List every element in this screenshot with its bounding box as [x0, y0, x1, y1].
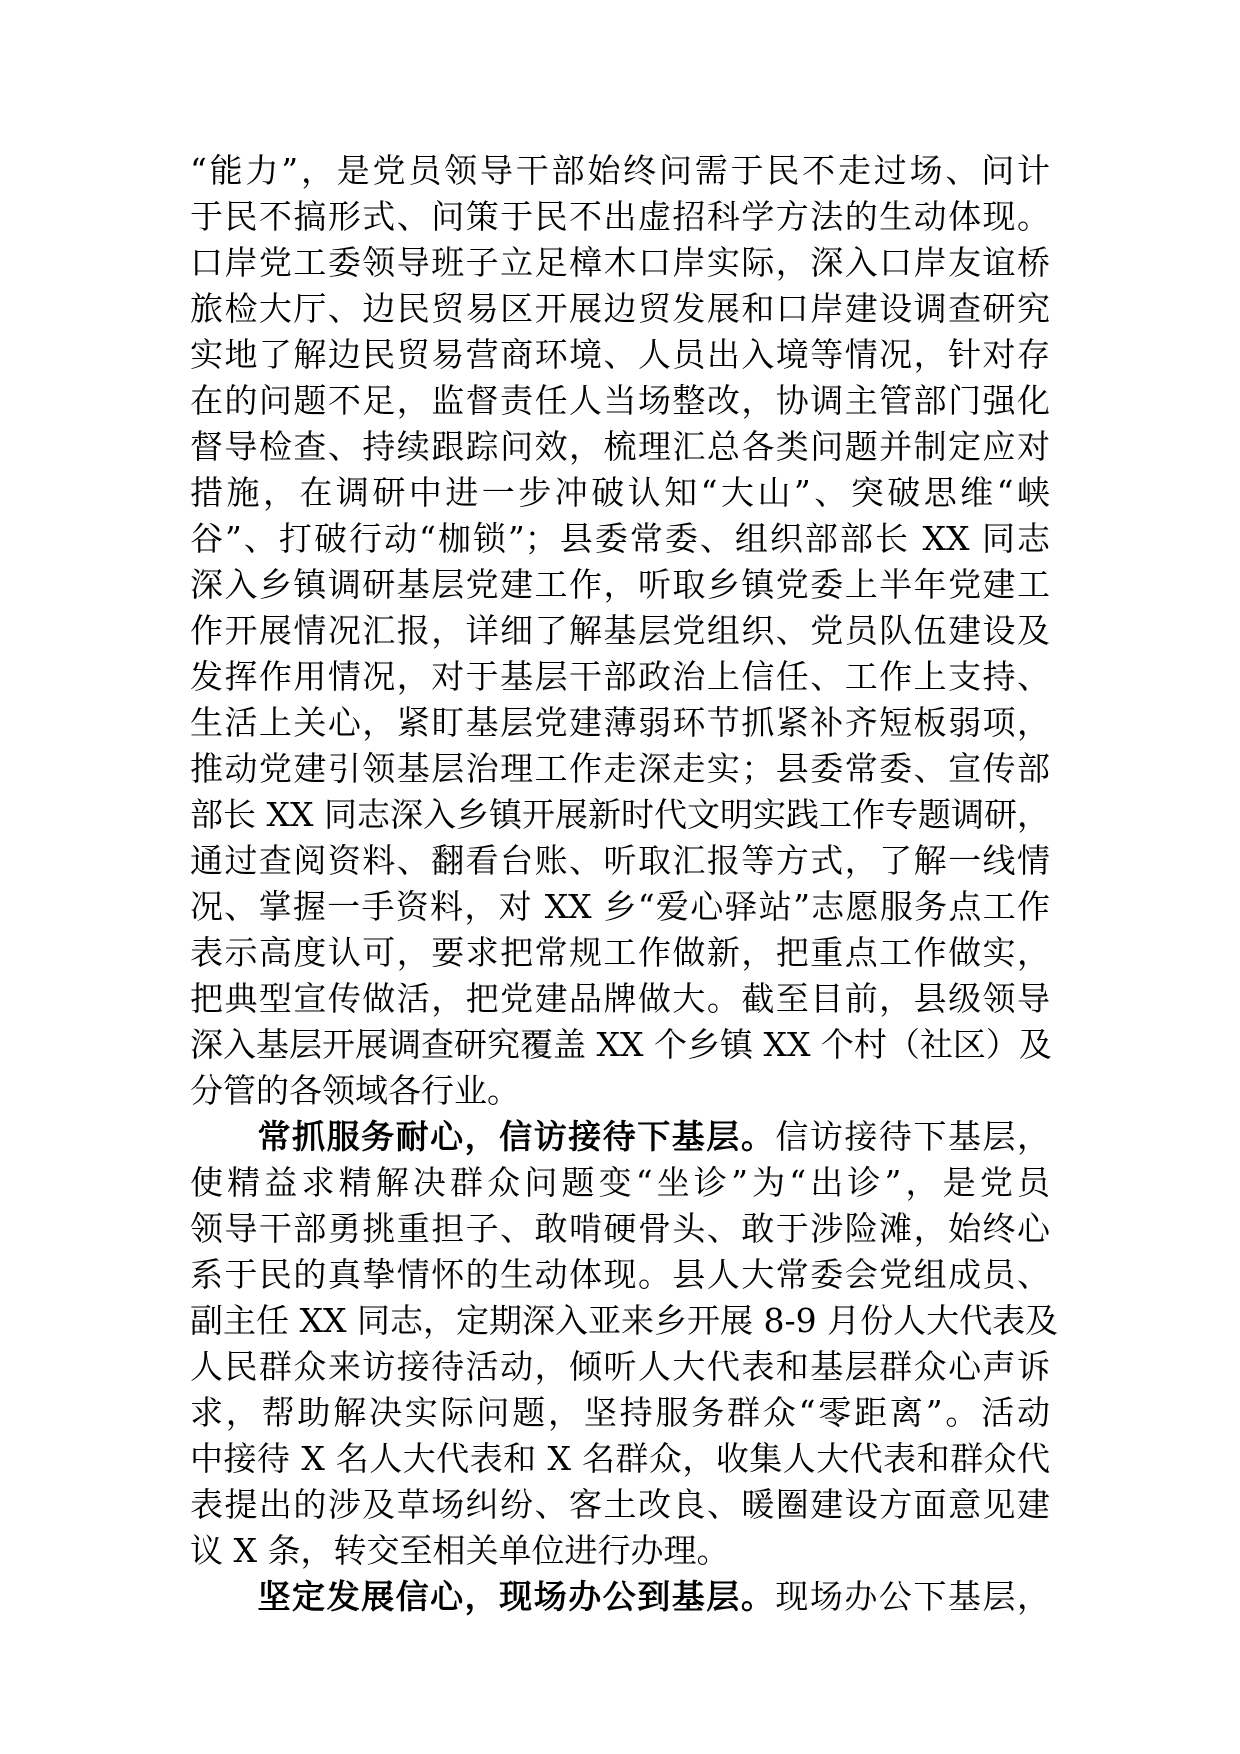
text-line: 表示高度认可，要求把常规工作做新，把重点工作做实， — [190, 933, 1050, 972]
text-line: 系于民的真挚情怀的生动体现。县人大常委会党组成员、 — [190, 1255, 1050, 1294]
text-line: 措施，在调研中进一步冲破认知“大山”、突破思维“峡 — [190, 473, 1050, 512]
text-line: 把典型宣传做活，把党建品牌做大。截至目前，县级领导 — [190, 979, 1050, 1018]
text-line: 生活上关心，紧盯基层党建薄弱环节抓紧补齐短板弱项， — [190, 703, 1050, 742]
text-line: 议 X 条，转交至相关单位进行办理。 — [190, 1531, 730, 1570]
text-line: 表提出的涉及草场纠纷、客土改良、暖圈建设方面意见建 — [190, 1485, 1050, 1524]
text-line: 旅检大厅、边民贸易区开展边贸发展和口岸建设调查研究 — [190, 289, 1050, 328]
text-line: 分管的各领域各行业。 — [190, 1071, 520, 1110]
paragraph-first-line — [190, 1574, 1050, 1620]
text-line: 督导检查、持续跟踪问效，梳理汇总各类问题并制定应对 — [190, 427, 1050, 466]
text-line: 人民群众来访接待活动，倾听人大代表和基层群众心声诉 — [190, 1347, 1050, 1386]
paragraph-heading: 坚定发展信心，现场办公到基层。 — [256, 1577, 776, 1616]
text-line: 深入乡镇调研基层党建工作，听取乡镇党委上半年党建工 — [190, 565, 1050, 604]
text-line: 作开展情况汇报，详细了解基层党组织、党员队伍建设及 — [190, 611, 1050, 650]
text-line: 领导干部勇挑重担子、敢啃硬骨头、敢于涉险滩，始终心 — [190, 1209, 1050, 1248]
text-line: “能力”，是党员领导干部始终问需于民不走过场、问计 — [190, 151, 1050, 190]
text-line: 谷”、打破行动“枷锁”；县委常委、组织部部长 XX 同志 — [190, 519, 1050, 558]
text-line: 中接待 X 名人大代表和 X 名群众，收集人大代表和群众代 — [190, 1439, 1050, 1478]
text-line: 求，帮助解决实际问题，坚持服务群众“零距离”。活动 — [190, 1393, 1050, 1432]
body-text — [190, 148, 1059, 1620]
text-line: 实地了解边民贸易营商环境、人员出入境等情况，针对存 — [190, 335, 1050, 374]
text-line: 通过查阅资料、翻看台账、听取汇报等方式，了解一线情 — [190, 841, 1050, 880]
text-line: 使精益求精解决群众问题变“坐诊”为“出诊”，是党员 — [190, 1163, 1050, 1202]
paragraph-first-line — [190, 1114, 1050, 1160]
text-line: 于民不搞形式、问策于民不出虚招科学方法的生动体现。 — [190, 197, 1050, 236]
text-line: 推动党建引领基层治理工作走深走实；县委常委、宣传部 — [190, 749, 1050, 788]
text-line: 况、掌握一手资料，对 XX 乡“爱心驿站”志愿服务点工作 — [190, 887, 1050, 926]
text-line: 深入基层开展调查研究覆盖 XX 个乡镇 XX 个村（社区）及 — [190, 1025, 1052, 1064]
text-line: 副主任 XX 同志，定期深入亚来乡开展 8-9 月份人大代表及 — [190, 1301, 1059, 1340]
text-line: 发挥作用情况，对于基层干部政治上信任、工作上支持、 — [190, 657, 1050, 696]
text-line: 口岸党工委领导班子立足樟木口岸实际，深入口岸友谊桥 — [190, 243, 1050, 282]
paragraph-heading: 常抓服务耐心，信访接待下基层。 — [256, 1117, 776, 1156]
text-line: 在的问题不足，监督责任人当场整改，协调主管部门强化 — [190, 381, 1050, 420]
paragraph-first-line-text: 现场办公下基层， — [775, 1577, 1051, 1616]
paragraph-first-line-text: 信访接待下基层， — [775, 1117, 1051, 1156]
text-line: 部长 XX 同志深入乡镇开展新时代文明实践工作专题调研， — [190, 795, 1050, 834]
